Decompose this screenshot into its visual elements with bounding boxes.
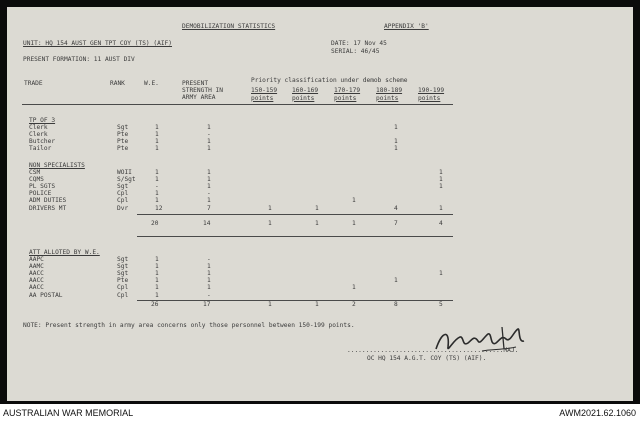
subtotal-rule-bottom [137, 236, 453, 237]
table-row-rank: Sgt [117, 183, 129, 191]
total-band-2: 2 [352, 301, 356, 308]
total-band-1: 1 [315, 301, 319, 308]
att-row-present: 1 [207, 270, 211, 278]
table-row-present: 1 [207, 183, 211, 191]
att-row-present: 1 [207, 277, 211, 285]
column-header-band-170: 170-179 points [334, 87, 361, 102]
footer-institution: AUSTRALIAN WAR MEMORIAL [3, 408, 134, 418]
table-row-we: 1 [155, 190, 159, 198]
table-row-trade: DRIVERS MT [29, 204, 67, 212]
group-heading: TP OF 3 [29, 117, 56, 124]
table-row-present: 1 [207, 169, 211, 176]
formation-line: PRESENT FORMATION: 11 AUST DIV [23, 56, 135, 63]
att-row-we: 1 [155, 270, 159, 278]
table-row-rank: S/Sgt [117, 176, 136, 184]
table-row-band-4: 1 [439, 204, 443, 212]
total-rule [137, 300, 453, 301]
subtotal-band-4: 4 [439, 220, 443, 227]
table-row-we: 12 [155, 204, 163, 212]
subtotal-band-1: 1 [315, 220, 319, 227]
signature-line: ..........................................MAJ. [347, 347, 519, 354]
att-row-band-2: 1 [352, 284, 356, 292]
table-row-trade: CSM [29, 169, 41, 176]
column-header-priority: Priority classification under demob scheme [251, 77, 408, 84]
table-row-we: 1 [155, 176, 159, 184]
att-row-trade: AACC [29, 277, 44, 285]
table-row-present: 1 [207, 197, 211, 205]
column-header-present-3: ARMY AREA [182, 94, 216, 101]
att-row-band-3: 1 [394, 277, 398, 285]
table-row-rank: Cpl [117, 190, 129, 198]
column-header-rank: RANK [110, 80, 125, 87]
table-row-band-1: 1 [315, 204, 319, 212]
att-row-trade: AAMC [29, 263, 44, 271]
subtotal-band-0: 1 [268, 220, 272, 227]
att-row-trade: AAPC [29, 256, 44, 263]
column-header-band-190: 190-199 points [418, 87, 445, 102]
att-row-we: 1 [155, 256, 159, 263]
att-row-present: - [207, 256, 211, 263]
table-row-rank: Dvr [117, 204, 129, 212]
table-row-rank: Pte [117, 138, 129, 146]
att-row-band-4: 1 [439, 270, 443, 278]
table-row-present: - [207, 190, 211, 198]
table-row-trade: Clerk [29, 131, 48, 139]
column-header-present-2: STRENGTH IN [182, 87, 223, 94]
subtotal-present: 14 [203, 220, 211, 227]
total-band-0: 1 [268, 301, 272, 308]
att-row-rank: Sgt [117, 263, 129, 271]
table-row-we: 1 [155, 138, 159, 146]
table-row-present: 1 [207, 138, 211, 146]
att-row-trade: AA POSTAL [29, 291, 63, 299]
table-row-rank: Cpl [117, 197, 129, 205]
table-row-trade: Clerk [29, 124, 48, 131]
table-row-we: 1 [155, 197, 159, 205]
footer-accession-number: AWM2021.62.1060 [559, 408, 636, 418]
table-row-band-3: 1 [394, 124, 398, 131]
total-band-3: 8 [394, 301, 398, 308]
column-header-present-1: PRESENT [182, 80, 209, 87]
att-row-rank: Sgt [117, 256, 129, 263]
total-we: 26 [151, 301, 159, 308]
table-row-we: 1 [155, 169, 159, 176]
att-row-trade: AACC [29, 284, 44, 292]
column-header-we: W.E. [144, 80, 159, 87]
att-row-present: 1 [207, 263, 211, 271]
table-row-present: 1 [207, 124, 211, 131]
document-title: DEMOBILIZATION STATISTICS [182, 23, 276, 30]
header-rule [22, 104, 453, 105]
table-row-present: - [207, 131, 211, 139]
att-heading: ATT ALLOTED BY W.E. [29, 249, 100, 256]
att-row-rank: Cpl [117, 291, 129, 299]
column-header-trade: TRADE [24, 80, 43, 87]
unit-line: UNIT: HQ 154 AUST GEN TPT COY (TS) (AIF) [23, 40, 173, 47]
att-row-rank: Cpl [117, 284, 129, 292]
att-row-present: 1 [207, 284, 211, 292]
appendix-label: APPENDIX 'B' [384, 23, 429, 30]
archive-footer [0, 404, 640, 421]
subtotal-band-3: 7 [394, 220, 398, 227]
table-row-present: 7 [207, 204, 211, 212]
table-row-trade: POLICE [29, 190, 52, 198]
table-row-band-3: 1 [394, 145, 398, 153]
table-row-trade: Butcher [29, 138, 56, 146]
note-text: NOTE: Present strength in army area concerns only those personnel between 150-199 points. [23, 322, 355, 329]
table-row-band-4: 1 [439, 169, 443, 176]
table-row-we: - [155, 183, 159, 191]
table-row-band-0: 1 [268, 204, 272, 212]
group-heading: NON SPECIALISTS [29, 162, 85, 169]
att-row-trade: AACC [29, 270, 44, 278]
total-band-4: 5 [439, 301, 443, 308]
subtotal-rule-top [137, 214, 453, 215]
serial-line: SERIAL: 46/45 [331, 48, 380, 55]
table-row-band-4: 1 [439, 183, 443, 191]
table-row-band-4: 1 [439, 176, 443, 184]
table-row-present: 1 [207, 145, 211, 153]
att-row-rank: Pte [117, 277, 129, 285]
att-row-rank: Sgt [117, 270, 129, 278]
column-header-band-150: 150-159 points [251, 87, 278, 102]
table-row-we: 1 [155, 124, 159, 131]
subtotal-band-2: 1 [352, 220, 356, 227]
table-row-we: 1 [155, 145, 159, 153]
signature-caption: OC HQ 154 A.G.T. COY (TS) (AIF). [367, 355, 487, 362]
table-row-band-3: 1 [394, 138, 398, 146]
table-row-band-2: 1 [352, 197, 356, 205]
column-header-band-160: 160-169 points [292, 87, 319, 102]
table-row-present: 1 [207, 176, 211, 184]
table-row-band-3: 4 [394, 204, 398, 212]
table-row-rank: WOII [117, 169, 132, 176]
table-row-rank: Sgt [117, 124, 129, 131]
table-row-rank: Pte [117, 131, 129, 139]
table-row-we: 1 [155, 131, 159, 139]
att-row-we: 1 [155, 263, 159, 271]
table-row-trade: CQMS [29, 176, 44, 184]
table-row-rank: Pte [117, 145, 129, 153]
total-present: 17 [203, 301, 211, 308]
column-header-band-180: 180-189 points [376, 87, 403, 102]
subtotal-we: 20 [151, 220, 159, 227]
table-row-trade: Tailor [29, 145, 52, 153]
att-row-we: 1 [155, 291, 159, 299]
date-line: DATE: 17 Nov 45 [331, 40, 387, 47]
table-row-trade: PL SGTS [29, 183, 56, 191]
att-row-we: 1 [155, 284, 159, 292]
att-row-present: - [207, 291, 211, 299]
table-row-trade: ADM DUTIES [29, 197, 67, 205]
att-row-we: 1 [155, 277, 159, 285]
document-page [7, 7, 633, 401]
